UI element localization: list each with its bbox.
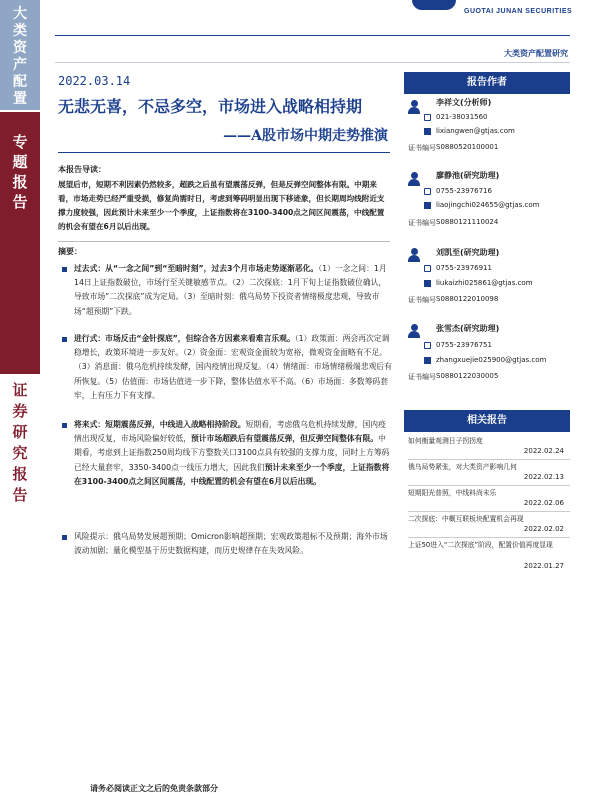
bullet-text: （1）一念之间：1月14日上证指数破位，市场行至关键敏感节点。（2）二次探底：1月下旬上证指数破位确认，导致市场“二次探底”成为定局。（3）至暗时刻：俄乌局势下投资者情绪极度悲观，导致市场“超预期”下跌。 <box>74 264 387 316</box>
author-cert: S0880520100001 <box>436 143 499 151</box>
mail-icon <box>424 357 431 364</box>
sidebar-category-block <box>0 0 40 110</box>
guide-heading: 本报告导读： <box>58 165 106 174</box>
abstract-heading: 摘要： <box>58 247 82 256</box>
related-report-date: 2022.01.27 <box>523 562 564 570</box>
related-report-date: 2022.02.06 <box>523 499 564 507</box>
phone-icon <box>424 188 431 195</box>
related-divider <box>408 485 570 486</box>
cert-label: 证书编号 <box>408 144 436 152</box>
cert-label: 证书编号 <box>408 219 436 227</box>
bullet-text: 中期看，考虑到上证指数250周均线下方整数关口3100点具有较强的支撑力度，同时上方筹码已经大量套牢，3350-3400点一线压力增大，因此我们 <box>74 434 390 472</box>
sidebar-type-block <box>0 112 40 374</box>
related-heading: 相关报告 <box>404 410 570 432</box>
abstract-bullet <box>62 332 392 403</box>
company-logo <box>412 0 582 22</box>
person-icon <box>408 172 420 186</box>
bullet-lead: 将来式：短期震荡反弹，中线进入战略相持阶段。 <box>74 420 246 429</box>
related-report-date: 2022.02.24 <box>523 447 564 455</box>
bullet-lead: 进行式：市场反击“金针探底”，但综合各方因素来看难言乐观。 <box>74 334 295 343</box>
header-divider <box>55 35 570 36</box>
bullet-text: （1）政策面：两会再次定调稳增长，政策环境进一步友好。（2）资金面：宏观资金面较为宽裕，微观资金面略有不足。（3）消息面：俄乌危机持续发酵，国内疫情出现反复。（4）情绪面：市场情绪极端悲观后有所恢复。（5）估值面：市场估值进一步下降，整体估值水平不高。（6）市场面：多数筹码套牢，上有压力下有支撑。 <box>74 334 392 400</box>
bullet-text: 风险提示：俄乌局势发展超预期；Omicron影响超预期；宏观政策超标不及预期；海外市场波动加剧；量化模型基于历史数据构建，而历史规律存在失效风险。 <box>74 532 388 556</box>
bullet-icon <box>62 267 67 272</box>
authors-heading: 报告作者 <box>404 72 570 94</box>
person-icon <box>408 100 420 114</box>
author-email[interactable]: liaojingchi024655@gtjas.com <box>436 201 540 209</box>
guide-text: 展望后市，短期不利因素仍然较多，超跌之后虽有望震荡反弹，但是反弹空间整体有限。中期来看，市场走势已经严重受损，修复尚需时日，考虑到筹码明显出现下移迹象，但长期周均线附近支撑力度较强，因此预计未来至少一个季度，上证指数将在3100-3400点之间区间震荡，中线配置的机会有望在6月以后出现。 <box>58 180 385 231</box>
abstract-bullet <box>62 418 392 489</box>
author-phone: 0755-23976716 <box>436 187 492 195</box>
logo-emblem-icon <box>412 0 456 10</box>
mail-icon <box>424 128 431 135</box>
related-report-title[interactable]: 俄乌局势紧张，对大类资产影响几何 <box>408 463 517 471</box>
author-phone: 0755-23976751 <box>436 341 492 349</box>
phone-icon <box>424 265 431 272</box>
related-report-title[interactable]: 如何衡量观测日子拐拐度 <box>408 437 483 445</box>
phone-icon <box>424 342 431 349</box>
bullet-icon <box>62 535 67 540</box>
mail-icon <box>424 280 431 287</box>
guide-divider <box>58 241 390 242</box>
report-subtitle: ——A股市场中期走势推演 <box>223 128 388 144</box>
bullet-text: 短期看，考虑俄乌危机持续发酵，国内疫情出现反复，市场风险偏好较低， <box>74 420 386 444</box>
author-name: 张雪杰(研究助理) <box>436 324 500 333</box>
header-divider-secondary <box>55 62 570 63</box>
sidebar-type-label: 专题报告 <box>12 133 28 211</box>
cert-label: 证书编号 <box>408 296 436 304</box>
author-cert: S0880122030005 <box>436 372 499 380</box>
title-divider <box>58 152 390 153</box>
related-report-title[interactable]: 上证50进入“二次探底”阶段，配置价值再度显现 <box>408 541 553 549</box>
author-name: 廖静池(研究助理) <box>436 171 500 180</box>
abstract-bullet <box>62 262 392 319</box>
related-report-title[interactable]: 短期阳光普照，中线料尚未乐 <box>408 489 497 497</box>
related-divider <box>408 537 570 538</box>
related-report-title[interactable]: 二次探底：中概互联板块配置机会再现 <box>408 515 524 523</box>
author-name: 李祥文(分析师) <box>436 98 492 107</box>
report-date: 2022.03.14 <box>58 74 131 88</box>
person-icon <box>408 248 420 262</box>
phone-icon <box>424 114 431 121</box>
person-icon <box>408 324 420 338</box>
header-section-label: 大类资产配置研究 <box>504 49 568 58</box>
related-divider <box>408 459 570 460</box>
author-email[interactable]: liukaizhi025861@gtjas.com <box>436 279 533 287</box>
logo-text: GUOTAI JUNAN SECURITIES <box>464 8 573 15</box>
left-sidebar <box>0 0 40 800</box>
disclaimer-footer: 请务必阅读正文之后的免责条款部分 <box>90 784 218 793</box>
mail-icon <box>424 202 431 209</box>
bullet-bold-text: 预计市场超跌后有望震荡反弹，但反弹空间整体有限。 <box>190 434 379 444</box>
author-email[interactable]: zhangxuejie025900@gtjas.com <box>436 356 547 364</box>
author-phone: 021-38031560 <box>436 113 488 121</box>
author-cert: S0880122010098 <box>436 295 499 303</box>
bullet-icon <box>62 423 67 428</box>
author-email[interactable]: lixiangwen@gtjas.com <box>436 127 515 135</box>
abstract-bullet <box>62 530 392 558</box>
author-cert: S0880121110024 <box>436 218 499 226</box>
report-title: 无悲无喜，不忌多空，市场进入战略相持期 <box>58 97 363 116</box>
sidebar-report-label: 证券研究报告 <box>12 381 28 504</box>
cert-label: 证书编号 <box>408 373 436 381</box>
related-report-date: 2022.02.13 <box>523 473 564 481</box>
related-report-date: 2022.02.02 <box>523 525 564 533</box>
bullet-icon <box>62 337 67 342</box>
author-phone: 0755-23976911 <box>436 264 492 272</box>
sidebar-category-label: 大类资产配置 <box>13 6 27 107</box>
bullet-bold-text: 预计未来至少一个季度，上证指数将在3100-3400点之间区间震荡，中线配置的机会有望在6月以后出现。 <box>74 462 390 486</box>
related-divider <box>408 511 570 512</box>
bullet-lead: 过去式：从“一念之间”到“至暗时刻”，过去3个月市场走势逐渐恶化。 <box>74 264 319 273</box>
author-name: 刘凯至(研究助理) <box>436 248 500 257</box>
